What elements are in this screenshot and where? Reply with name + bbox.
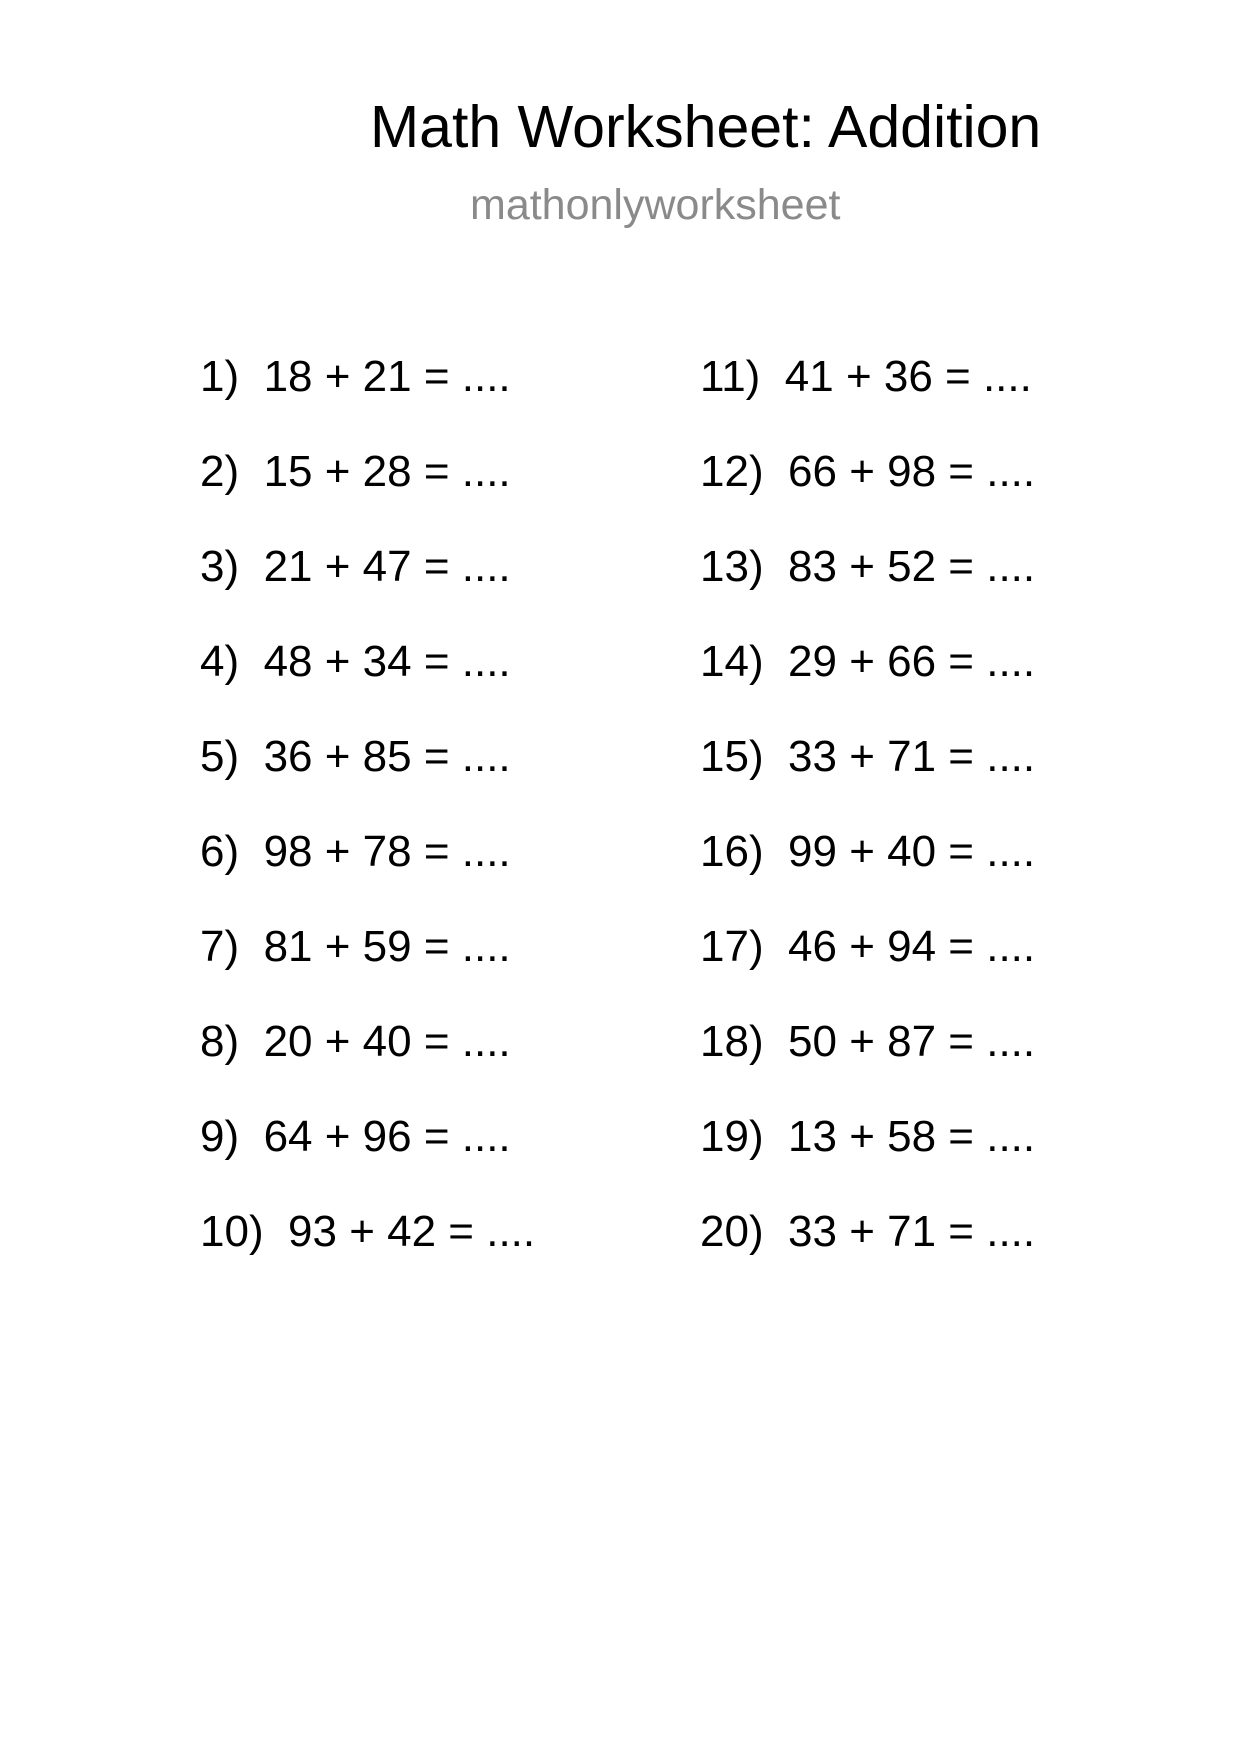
problem-item — [200, 637, 511, 686]
problem-item — [700, 1207, 1036, 1256]
problem-expression: 20 + 40 = .... — [263, 1017, 511, 1066]
problem-expression: 81 + 59 = .... — [263, 922, 511, 971]
problem-number: 19) — [700, 1112, 764, 1161]
problem-expression: 93 + 42 = .... — [288, 1207, 536, 1256]
problem-item — [700, 732, 1036, 781]
page-title: Math Worksheet: Addition — [370, 94, 1042, 160]
problem-item — [700, 542, 1036, 591]
problem-expression: 99 + 40 = .... — [788, 827, 1036, 876]
problem-item — [700, 637, 1036, 686]
problem-number: 10) — [200, 1207, 264, 1256]
problem-item — [700, 352, 1032, 401]
problem-expression: 33 + 71 = .... — [788, 1207, 1036, 1256]
problem-expression: 66 + 98 = .... — [788, 447, 1036, 496]
problem-number: 18) — [700, 1017, 764, 1066]
problem-item — [200, 1017, 511, 1066]
problem-expression: 64 + 96 = .... — [263, 1112, 511, 1161]
problem-expression: 50 + 87 = .... — [788, 1017, 1036, 1066]
problem-expression: 21 + 47 = .... — [263, 542, 511, 591]
problem-item — [700, 1017, 1036, 1066]
problem-expression: 29 + 66 = .... — [788, 637, 1036, 686]
problem-expression: 13 + 58 = .... — [788, 1112, 1036, 1161]
problem-number: 8) — [200, 1017, 240, 1066]
problem-item — [200, 352, 511, 401]
problem-number: 16) — [700, 827, 764, 876]
problem-number: 11) — [700, 352, 761, 401]
problem-item — [700, 922, 1036, 971]
problem-number: 17) — [700, 922, 764, 971]
problem-item — [700, 447, 1036, 496]
problem-expression: 15 + 28 = .... — [263, 447, 511, 496]
problem-number: 13) — [700, 542, 764, 591]
problem-expression: 98 + 78 = .... — [263, 827, 511, 876]
problem-item — [200, 1207, 536, 1256]
problem-expression: 46 + 94 = .... — [788, 922, 1036, 971]
problem-item — [200, 1112, 511, 1161]
problem-number: 3) — [200, 542, 240, 591]
problem-item — [200, 922, 511, 971]
problem-number: 9) — [200, 1112, 240, 1161]
problem-expression: 48 + 34 = .... — [263, 637, 511, 686]
problem-expression: 33 + 71 = .... — [788, 732, 1036, 781]
problem-number: 7) — [200, 922, 240, 971]
problem-item — [200, 732, 511, 781]
problem-expression: 18 + 21 = .... — [263, 352, 511, 401]
problem-item — [200, 447, 511, 496]
problem-number: 14) — [700, 637, 764, 686]
problem-item — [700, 827, 1036, 876]
problem-number: 2) — [200, 447, 240, 496]
problem-expression: 36 + 85 = .... — [263, 732, 511, 781]
problem-expression: 83 + 52 = .... — [788, 542, 1036, 591]
problem-item — [700, 1112, 1036, 1161]
problem-number: 20) — [700, 1207, 764, 1256]
problem-number: 4) — [200, 637, 240, 686]
problem-number: 1) — [200, 352, 240, 401]
problem-number: 5) — [200, 732, 240, 781]
problem-number: 15) — [700, 732, 764, 781]
problem-item — [200, 542, 511, 591]
problem-number: 6) — [200, 827, 240, 876]
page-subtitle: mathonlyworksheet — [470, 181, 841, 229]
problem-expression: 41 + 36 = .... — [784, 352, 1032, 401]
problem-item — [200, 827, 511, 876]
problem-number: 12) — [700, 447, 764, 496]
